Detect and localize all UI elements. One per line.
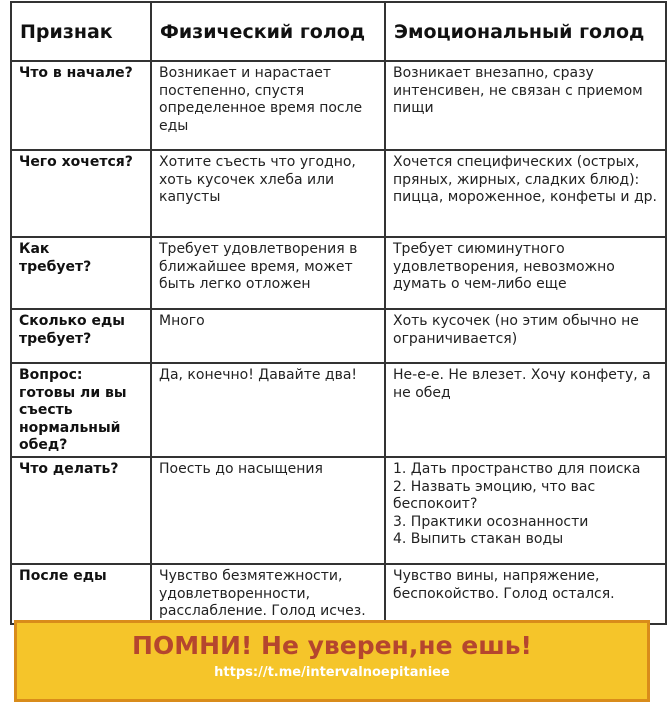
feature-cell: [11, 150, 151, 237]
emotional-cell: [385, 237, 666, 309]
physical-cell: [151, 564, 385, 624]
list-item: 1. Дать пространство для поиска: [393, 461, 641, 477]
physical-cell: [151, 61, 385, 150]
action-list: [393, 458, 659, 549]
banner-title: ПОМНИ! Не уверен,не ешь!: [132, 631, 532, 660]
physical-cell: [151, 150, 385, 237]
table-row: [11, 457, 666, 564]
feature-cell: [11, 309, 151, 363]
feature-text: Что делать?: [19, 461, 119, 477]
emotional-cell: [385, 457, 666, 564]
telegram-link[interactable]: https://t.me/intervalnoepitaniee: [214, 665, 450, 680]
physical-cell: [151, 363, 385, 457]
reminder-banner: [14, 620, 650, 702]
feature-text: Сколько еды требует?: [19, 313, 125, 347]
header-feature: Признак: [11, 2, 151, 61]
emotional-text: Требует сиюминутного удовлетворения, невозможно думать о чем-либо еще: [393, 241, 615, 292]
physical-cell: [151, 309, 385, 363]
table-row: [11, 363, 666, 457]
table-row: [11, 150, 666, 237]
physical-text: Поесть до насыщения: [159, 461, 323, 477]
feature-cell: [11, 363, 151, 457]
physical-text: Хотите съесть что угодно, хоть кусочек хлеба или капусты: [159, 154, 356, 205]
emotional-text: Хоть кусочек (но этим обычно не ограничивается): [393, 313, 639, 347]
physical-text: Требует удовлетворения в ближайшее время, может быть легко отложен: [159, 241, 358, 292]
physical-text: Возникает и нарастает постепенно, спустя определенное время после еды: [159, 65, 363, 134]
emotional-text: Не-е-е. Не влезет. Хочу конфету, а не обед: [393, 367, 651, 401]
physical-text: Чувство безмятежности, удовлетворенности, расслабление. Голод исчез.: [159, 568, 366, 619]
physical-text: Много: [159, 313, 205, 329]
feature-text: Что в начале?: [19, 65, 133, 81]
header-physical-hunger: Физический голод: [151, 2, 385, 61]
emotional-cell: [385, 150, 666, 237]
emotional-cell: [385, 363, 666, 457]
emotional-text: Чувство вины, напряжение, беспокойство. Голод остался.: [393, 568, 615, 602]
feature-text: После еды: [19, 568, 107, 584]
emotional-cell: [385, 61, 666, 150]
list-item: 3. Практики осознанности: [393, 513, 589, 530]
physical-cell: [151, 237, 385, 309]
comparison-table: [10, 1, 667, 625]
table-header-row: [11, 2, 666, 61]
table-row: [11, 564, 666, 624]
emotional-cell: [385, 564, 666, 624]
feature-text: Вопрос: готовы ли вы съесть нормальный обед?: [19, 367, 127, 453]
feature-cell: [11, 237, 151, 309]
emotional-text: Хочется специфических (острых, пряных, жирных, сладких блюд): пицца, мороженное, конфеты и др.: [393, 154, 657, 205]
feature-text: Чего хочется?: [19, 154, 133, 170]
feature-cell: [11, 457, 151, 564]
list-item: 2. Назвать эмоцию, что вас беспокоит?: [393, 478, 596, 512]
table-row: [11, 61, 666, 150]
emotional-cell: [385, 309, 666, 363]
feature-cell: [11, 61, 151, 150]
header-emotional-hunger: Эмоциональный голод: [385, 2, 666, 61]
table-row: [11, 237, 666, 309]
feature-cell: [11, 564, 151, 624]
list-item: 4. Выпить стакан воды: [393, 531, 564, 547]
feature-text: Как требует?: [19, 241, 92, 275]
table-row: [11, 309, 666, 363]
physical-cell: [151, 457, 385, 564]
physical-text: Да, конечно! Давайте два!: [159, 367, 358, 383]
emotional-text: Возникает внезапно, сразу интенсивен, не связан с приемом пищи: [393, 65, 643, 116]
